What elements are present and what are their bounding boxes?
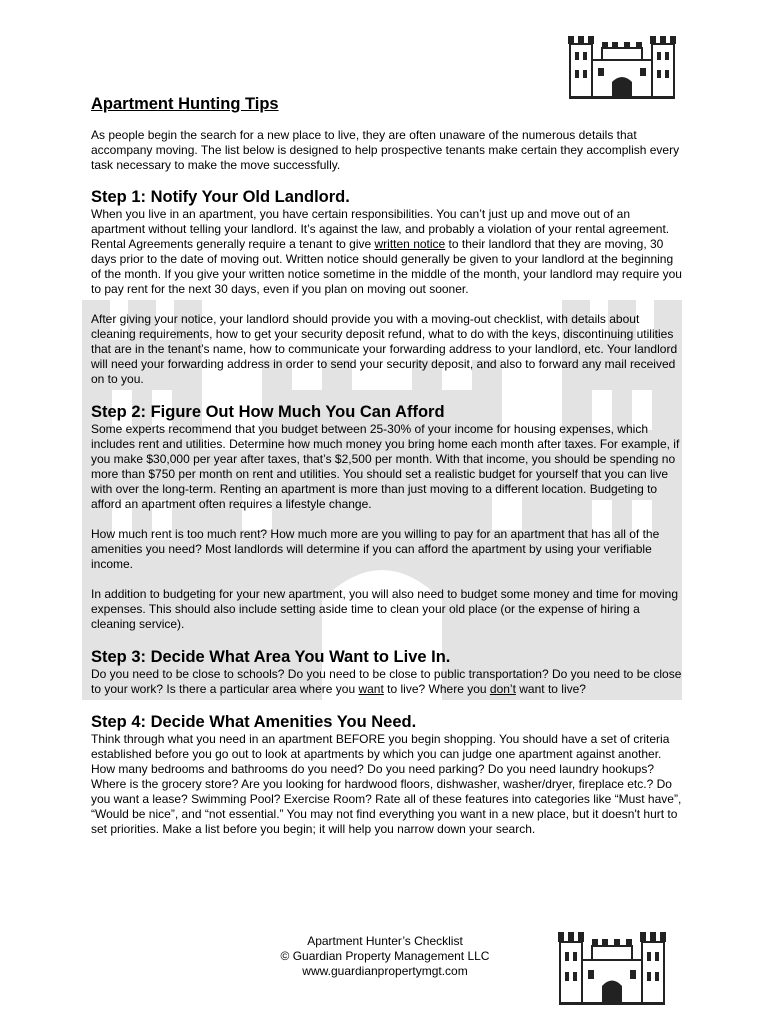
footer-line-website: www.guardianpropertymgt.com — [302, 964, 468, 978]
step4-paragraph-1: Think through what you need in an apartment BEFORE you begin shopping. You should have a set of criteria established before you go out to look at apartments by which you can judge one apartment against another. How many bedrooms and bathrooms do you need? Do you need parking? Do you need laundry hookups? Where is the grocery store? Are you looking for hardwood floors, dishwasher, washer/dryer, fireplace etc.? Do you want a lease? Swimming Pool? Exercise Room? Rate all of these features into categories like “Must have”, “Would be nice”, and “not essential.” You may not find everything you want in a new place, but it doesn't hurt to set priorities. Make a list before you begin; it will help you narrow down your search. — [91, 732, 682, 836]
step2-paragraph-2: How much rent is too much rent? How much more are you willing to pay for an apartment that has all of the amenities you need? Most landlords will determine if you can afford the apartment by using your verifiable income. — [91, 527, 660, 571]
step3-p1-text-c: want to live? — [515, 682, 586, 696]
main-content — [91, 94, 683, 837]
intro-paragraph: As people begin the search for a new place to live, they are often unaware of the numerous details that accompany moving. The list below is designed to help prospective tenants make certain they accomplish every task necessary to make the move successfully. — [91, 128, 680, 172]
step3-heading: Step 3: Decide What Area You Want to Live In. — [91, 648, 451, 666]
step1-p1-text-b: to their landlord that they are moving, 30 days prior to the date of moving out. Written notice should generally be given to your landlord at the beginning of the month. If you give your written notice sometime in the middle of the month, your landlord may require you to pay rent for the next 30 days, even if you plan on moving out sooner. — [91, 237, 682, 296]
page-title: Apartment Hunting Tips — [91, 95, 279, 113]
want-underlined: want — [358, 682, 384, 696]
castle-logo-icon — [566, 30, 678, 100]
step1-paragraph-1 — [91, 207, 683, 297]
step2-heading: Step 2: Figure Out How Much You Can Afford — [91, 403, 445, 421]
dont-underlined: don’t — [489, 682, 516, 696]
step4-heading: Step 4: Decide What Amenities You Need. — [91, 713, 417, 731]
written-notice-underlined: written notice — [374, 237, 446, 251]
castle-logo-footer-icon — [556, 926, 668, 1006]
step2-paragraph-3: In addition to budgeting for your new apartment, you will also need to budget some money and time for moving expenses. This should also include setting aside time to clean your old place (or the expense of hiring a cleaning service). — [91, 587, 679, 631]
step1-p1-text-a: When you live in an apartment, you have certain responsibilities. You can’t just up and move out of an apartment without telling your landlord. It’s against the law, and probably a violation of your rental agreement. Rental Agreements generally require a tenant to give — [91, 207, 670, 251]
step3-p1-text-a: Do you need to be close to schools? Do you need to be close to public transportation? Do you need to be close to your work? Is there a particular area where you — [91, 667, 682, 696]
step2-paragraph-1: Some experts recommend that you budget between 25-30% of your income for housing expenses, which includes rent and utilities. Determine how much money you bring home each month after taxes. For example, if you make $30,000 per year after taxes, that’s $2,500 per month. With that income, you should be spending no more than $750 per month on rent and utilities. You should set a realistic budget for yourself that you can live with over the long-term. Renting an apartment is more than just moving to a different location. Budgeting to afford an apartment often requires a lifestyle change. — [91, 422, 680, 511]
step3-paragraph-1 — [91, 667, 683, 697]
page-footer — [250, 934, 520, 979]
step1-paragraph-2: After giving your notice, your landlord should provide you with a moving-out checklist, with details about cleaning requirements, how to get your security deposit refund, what to do with the keys, discontinuing utilities that are in the tenant’s name, how to communicate your forwarding address to your landlord, etc. Your landlord will need your forwarding address in order to send your security deposit, and also to forward any mail received on to you. — [91, 312, 678, 386]
footer-line-title: Apartment Hunter’s Checklist — [307, 934, 463, 948]
step3-p1-text-b: to live? Where you — [383, 682, 490, 696]
footer-line-copyright: © Guardian Property Management LLC — [280, 949, 490, 963]
step1-heading: Step 1: Notify Your Old Landlord. — [91, 188, 350, 206]
